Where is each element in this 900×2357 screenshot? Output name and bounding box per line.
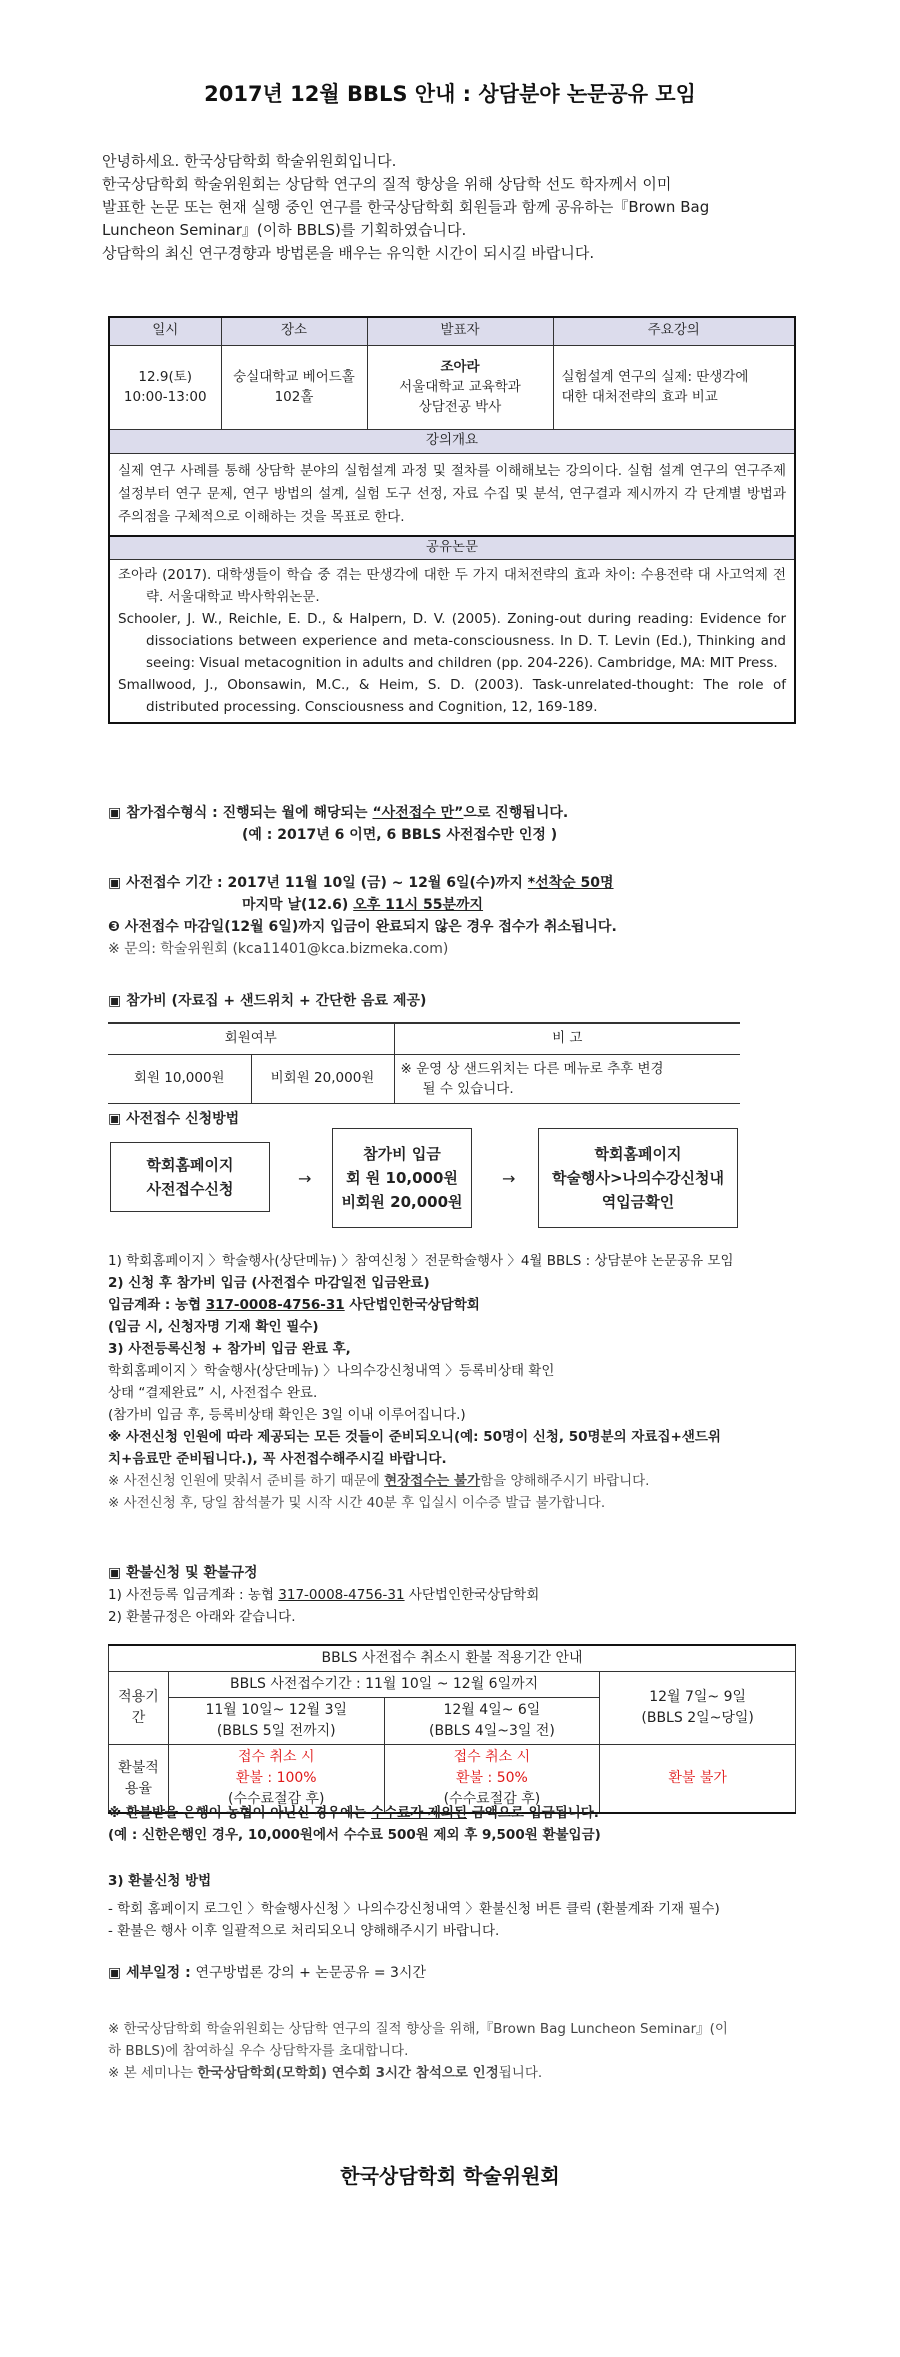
method-heading: ▣ 사전접수 신청방법 <box>108 1111 240 1127</box>
paper-reference: Smallwood, J., Obonsawin, M.C., & Heim, S. D. (2003). Task-unrelated-thought: The role of distributed processing. Consciousness and Cognition, 12, 169-189. <box>118 677 786 715</box>
refund-account-post: 사단법인한국상담학회 <box>404 1587 540 1603</box>
intro-line: 발표한 논문 또는 현재 실행 중인 연구를 한국상담학회 회원들과 함께 공유하는『Brown Bag <box>102 198 710 216</box>
date-time: 10:00-13:00 <box>123 389 207 405</box>
prereg-contact: ※ 문의: 학술위원회 (kca11401@kca.bizmeka.com) <box>108 941 449 957</box>
deadline: 오후 11시 55분까지 <box>353 897 484 913</box>
period-line: 11월 10일~ 12월 3일 <box>205 1702 348 1718</box>
step-box-confirm <box>538 1128 738 1228</box>
refund-table <box>108 1644 796 1814</box>
fee-col-remark: 비 고 <box>394 1023 740 1054</box>
prereg-warning: ❸ 사전접수 마감일(12월 6일)까지 입금이 완료되지 않은 경우 접수가 취소됩니다. <box>108 919 617 935</box>
box-line: 학회홈페이지 <box>146 1156 234 1174</box>
papers-cell <box>109 560 795 724</box>
period-line: (BBLS 5일 전까지) <box>216 1723 336 1739</box>
refund-account-pre: 1) 사전등록 입금계좌 : 농협 <box>108 1587 279 1603</box>
presenter-degree: 상담전공 박사 <box>418 399 502 415</box>
rate-label: 환불적용율 <box>109 1745 169 1814</box>
deadline-pre: 마지막 날(12.6) <box>242 897 354 913</box>
note-3: ※ 사전신청 후, 당일 참석불가 및 시작 시간 40분 후 입실시 이수증 발급 불가합니다. <box>108 1495 606 1511</box>
box-line: 회 원 10,000원 <box>346 1169 458 1187</box>
papers-title: 공유논문 <box>109 536 795 560</box>
prereg-label: ▣ 사전접수 기간 : 2017년 11월 10일 (금) ~ 12월 6일(수)까지 <box>108 875 528 891</box>
header-lecture: 주요강의 <box>553 317 795 345</box>
box-line: 학술행사>나의수강신청내 <box>552 1169 724 1187</box>
box-line: 참가비 입금 <box>363 1145 441 1163</box>
note-2-emph: 현장접수는 불가 <box>384 1473 481 1489</box>
refund-note-2: (예 : 신한은행인 경우, 10,000원에서 수수료 500원 제외 후 9,500원 환불입금) <box>108 1827 601 1843</box>
refund-notes <box>108 1802 828 1846</box>
closing-2-post: 됩니다. <box>498 2065 543 2081</box>
steps-section <box>108 1250 828 1514</box>
presenter-name: 조아라 <box>440 359 480 375</box>
date-cell <box>109 345 221 429</box>
overview-title: 강의개요 <box>109 429 795 453</box>
period-2 <box>384 1698 600 1745</box>
arrow-icon: → <box>502 1169 516 1188</box>
refund-table-title: BBLS 사전접수 취소시 환불 적용기간 안내 <box>109 1645 796 1672</box>
registration-type <box>108 802 808 846</box>
arrow-icon: → <box>298 1169 312 1188</box>
box-line: 비회원 20,000원 <box>341 1193 463 1211</box>
closing-2-emph: 한국상담학회(모학회) 연수회 3시간 참석으로 인정 <box>197 2065 499 2081</box>
refund-heading: ▣ 환불신청 및 환불규정 <box>108 1565 258 1581</box>
header-place: 장소 <box>221 317 367 345</box>
refund-method-2: - 환불은 행사 이후 일괄적으로 처리되오니 양해해주시기 바랍니다. <box>108 1923 500 1939</box>
date-day: 12.9(토) <box>138 369 193 385</box>
period-line: 12월 4일~ 6일 <box>443 1702 541 1718</box>
refund-method <box>108 1870 828 1942</box>
note-1: ※ 사전신청 인원에 따라 제공되는 모든 것들이 준비되오니(예: 50명이 신청, 50명분의 자료집+샌드위 <box>108 1429 721 1445</box>
rate-line: 접수 취소 시 <box>453 1749 531 1765</box>
period-1 <box>168 1698 384 1745</box>
refund-method-heading: 3) 환불신청 방법 <box>108 1873 212 1889</box>
step-3-path: 학회홈페이지 〉학술행사(상단메뉴) 〉나의수강신청내역 〉등록비상태 확인 <box>108 1363 555 1379</box>
intro-line: 한국상담학회 학술위원회는 상담학 연구의 질적 향상을 위해 상담학 선도 학자께서 이미 <box>102 175 672 193</box>
fee-remark-line: 될 수 있습니다. <box>422 1080 514 1097</box>
schedule-label: ▣ 세부일정 : <box>108 1965 196 1981</box>
period-label: 적용기간 <box>109 1672 169 1745</box>
paper-reference: 조아라 (2017). 대학생들이 학습 중 겪는 딴생각에 대한 두 가지 대처전략의 효과 차이: 수용전략 대 사고억제 전략. 서울대학교 박사학위논문. <box>118 567 786 605</box>
lecture-cell <box>553 345 795 429</box>
schedule-text: 연구방법론 강의 + 논문공유 = 3시간 <box>195 1965 426 1981</box>
presenter-dept: 서울대학교 교육학과 <box>399 379 521 395</box>
fee-remark-line: ※ 운영 상 샌드위치는 다른 메뉴로 추후 변경 <box>400 1060 664 1077</box>
prereg-period <box>108 872 808 960</box>
account-post: 사단법인한국상담학회 <box>344 1297 480 1313</box>
period-line: 12월 7일~ 9일 <box>649 1689 747 1705</box>
box-line: 역입금확인 <box>601 1193 675 1211</box>
step-2: 2) 신청 후 참가비 입금 (사전접수 마감일전 입금완료) <box>108 1275 430 1291</box>
fee-remark <box>394 1054 740 1103</box>
step-3-status: 상태 “결제완료” 시, 사전접수 완료. <box>108 1385 318 1401</box>
rate-line: 환불 : 100% <box>235 1770 317 1786</box>
period-line: (BBLS 2일~당일) <box>641 1710 754 1726</box>
account-number: 317-0008-4756-31 <box>205 1297 345 1313</box>
reg-period: BBLS 사전접수기간 : 11월 10일 ~ 12월 6일까지 <box>168 1672 599 1698</box>
prereg-first: *선착순 50명 <box>527 875 614 891</box>
refund-note-pre: ※ 환불받을 은행이 농협이 아닌신 경우에는 <box>108 1805 372 1821</box>
note-2-post: 함을 양해해주시기 바랍니다. <box>480 1473 650 1489</box>
seminar-info-table <box>108 316 796 724</box>
reg-type-emph: “사전접수 만” <box>372 805 464 821</box>
box-line: 학회홈페이지 <box>594 1145 682 1163</box>
footer-signature: 한국상담학회 학술위원회 <box>340 2164 560 2188</box>
refund-rule: 2) 환불규정은 아래와 같습니다. <box>108 1609 296 1625</box>
refund-note-emph: 수수료가 제외된 <box>371 1805 468 1821</box>
closing-1: ※ 한국상담학회 학술위원회는 상담학 연구의 질적 향상을 위해,『Brown Bag Luncheon Seminar』(이 <box>108 2021 728 2037</box>
overview-text: 실제 연구 사례를 통해 상담학 분야의 실험설계 과정 및 절차를 이해해보는 강의이다. 실험 설계 연구의 연구주제 설정부터 연구 문제, 연구 방법의 설계, 실험 도구 선정, 자료 수집 및 분석, 연구결과 제시까지 각 단계별 방법과 주의점을 구체적으로 이해하는 것을 목표로 한다. <box>109 453 795 536</box>
step-1: 1) 학회홈페이지 〉학술행사(상단메뉴) 〉참여신청 〉전문학술행사 〉4월 BBLS : 상담분야 논문공유 모임 <box>108 1253 734 1269</box>
refund-note-post: 금액으로 입금됩니다. <box>467 1805 599 1821</box>
fee-table <box>108 1022 740 1104</box>
step-2-note: (입금 시, 신청자명 기재 확인 필수) <box>108 1319 319 1335</box>
note-1b: 치+음료만 준비됩니다.), 꼭 사전접수해주시길 바랍니다. <box>108 1451 447 1467</box>
step-box-payment <box>332 1128 472 1228</box>
rate-line: (수수료절감 후) <box>443 1791 541 1807</box>
intro-line: 안녕하세요. 한국상담학회 학술위원회입니다. <box>102 152 397 170</box>
rate-line: 접수 취소 시 <box>237 1749 315 1765</box>
account-pre: 입금계좌 : 농협 <box>108 1297 206 1313</box>
header-date: 일시 <box>109 317 221 345</box>
intro-line: Luncheon Seminar』(이하 BBLS)를 기획하였습니다. <box>102 221 467 239</box>
rate-3: 환불 불가 <box>600 1745 796 1814</box>
place-name: 숭실대학교 베어드홀 <box>233 369 355 385</box>
step-3-note: (참가비 입금 후, 등록비상태 확인은 3일 이내 이루어집니다.) <box>108 1407 466 1423</box>
closing-notes <box>108 2018 828 2084</box>
header-presenter: 발표자 <box>367 317 553 345</box>
rate-line: (수수료절감 후) <box>227 1791 325 1807</box>
reg-type-label: ▣ 참가접수형식 : 진행되는 월에 해당되는 <box>108 805 373 821</box>
fee-heading: ▣ 참가비 (자료집 + 샌드위치 + 간단한 음료 제공) <box>108 993 427 1009</box>
box-line: 사전접수신청 <box>146 1180 234 1198</box>
place-cell <box>221 345 367 429</box>
page-title: 2017년 12월 BBLS 안내 : 상담분야 논문공유 모임 <box>204 82 696 106</box>
period-3 <box>600 1672 796 1745</box>
refund-section <box>108 1562 808 1628</box>
reg-type-tail: 으로 진행됩니다. <box>463 805 569 821</box>
presenter-cell <box>367 345 553 429</box>
note-2-pre: ※ 사전신청 인원에 맞춰서 준비를 하기 때문에 <box>108 1473 385 1489</box>
rate-line: 환불 : 50% <box>456 1770 528 1786</box>
lecture-line: 실험설계 연구의 실제: 딴생각에 <box>561 369 749 385</box>
reg-type-example: (예 : 2017년 6 이면, 6 BBLS 사전접수만 인정 ) <box>242 827 558 843</box>
closing-1b: 하 BBLS)에 참여하실 우수 상담학자를 초대합니다. <box>108 2043 409 2059</box>
fee-col-member: 회원여부 <box>108 1023 394 1054</box>
intro-line: 상담학의 최신 연구경향과 방법론을 배우는 유익한 시간이 되시길 바랍니다. <box>102 244 595 262</box>
lecture-line: 대한 대처전략의 효과 비교 <box>561 389 718 405</box>
paper-reference: Schooler, J. W., Reichle, E. D., & Halpern, D. V. (2005). Zoning-out during reading: Evidence for dissociations between experience and meta-consciousness. In D. T. Levin (Ed.), Thinking and seeing: Visual metacognition in adults and children (pp. 204-226). Cambridge, MA: MIT Press. <box>118 611 786 671</box>
place-room: 102홀 <box>274 389 314 405</box>
refund-account-number: 317-0008-4756-31 <box>278 1587 405 1603</box>
fee-member: 회원 10,000원 <box>108 1054 251 1103</box>
fee-nonmember: 비회원 20,000원 <box>251 1054 394 1103</box>
step-3: 3) 사전등록신청 + 참가비 입금 완료 후, <box>108 1341 351 1357</box>
closing-2-pre: ※ 본 세미나는 <box>108 2065 198 2081</box>
step-box-apply <box>110 1142 270 1212</box>
period-line: (BBLS 4일~3일 전) <box>429 1723 555 1739</box>
refund-method-1: - 학회 홈페이지 로그인 〉학술행사신청 〉나의수강신청내역 〉환불신청 버튼 클릭 (환불계좌 기재 필수) <box>108 1901 720 1917</box>
schedule <box>108 1962 808 1984</box>
intro-text <box>102 150 802 265</box>
